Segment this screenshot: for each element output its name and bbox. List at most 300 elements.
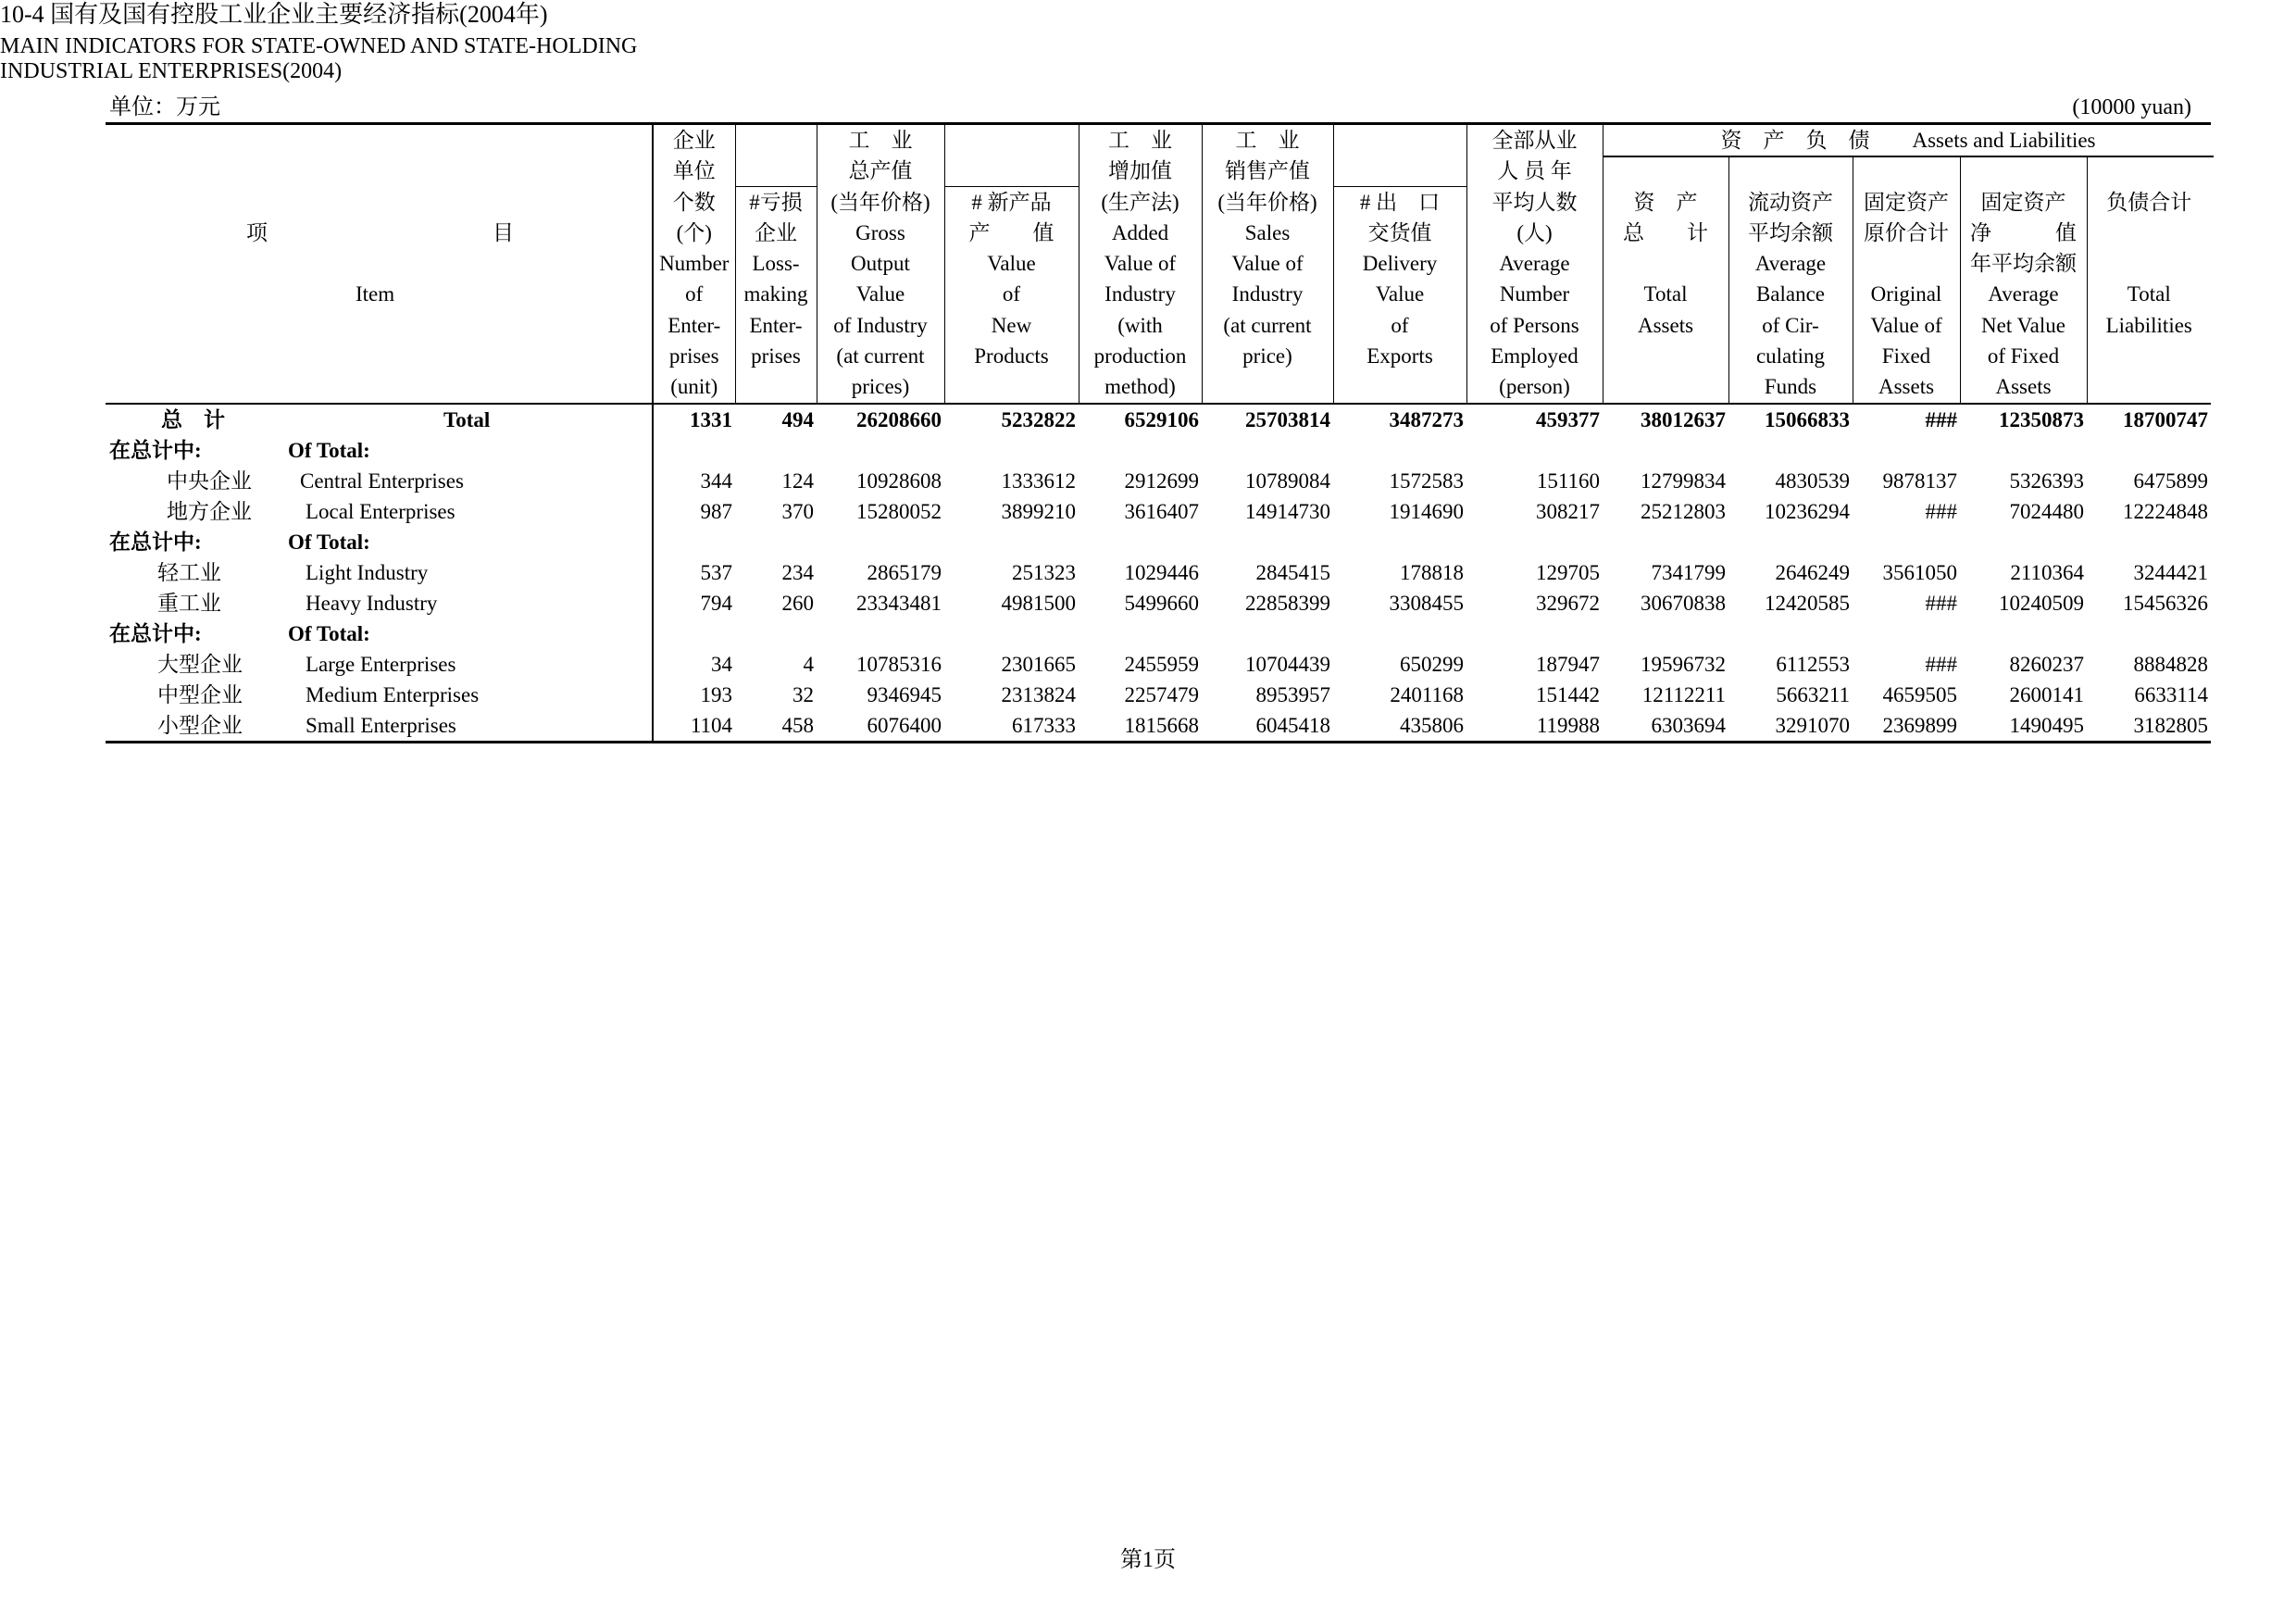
- table-body: [106, 404, 2211, 743]
- cell-fixed-assets-original: ###: [1925, 500, 1957, 523]
- header-line: [948, 156, 1076, 186]
- header-line: 产 值: [968, 220, 1054, 244]
- cell-loss-making: [735, 618, 817, 649]
- indicators-table: [106, 122, 2211, 743]
- cell-enterprises: [653, 527, 735, 557]
- cell-sales-value: [1202, 435, 1333, 466]
- cell-enterprises: 537: [653, 557, 735, 588]
- cell-sales-value: 14914730: [1245, 500, 1330, 523]
- header-line: Assets: [1878, 375, 1935, 399]
- cell-added-value: 5499660: [1124, 592, 1199, 615]
- cell-exports: 3308455: [1389, 592, 1464, 615]
- row-label-zh: 在总计中:: [109, 439, 202, 462]
- cell-employed: 308217: [1536, 500, 1600, 523]
- header-line: Average: [1988, 282, 2059, 306]
- cell-circulating-funds: 10236294: [1765, 500, 1850, 523]
- cell-circulating-funds: [1728, 435, 1853, 466]
- header-line: Number: [659, 252, 730, 276]
- title-chinese: 10-4 国有及国有控股工业企业主要经济指标(2004年): [0, 1, 548, 28]
- row-label-zh: 在总计中:: [109, 622, 202, 645]
- cell-loss-making: 458: [735, 710, 817, 743]
- header-line: Industry: [1231, 282, 1304, 306]
- row-item-cell: [106, 618, 653, 649]
- cell-total-assets: [1603, 527, 1728, 557]
- table-row: [106, 557, 2211, 588]
- cell-new-products: 251323: [1012, 561, 1076, 584]
- cell-total-liabilities: [2087, 527, 2211, 557]
- header-line: 增加值: [1108, 159, 1172, 183]
- unit-label-chinese: 单位：万元: [109, 95, 220, 119]
- cell-employed: 329672: [1536, 592, 1600, 615]
- header-line: prises: [668, 344, 719, 369]
- cell-fixed-assets-net: 5326393: [2009, 469, 2084, 493]
- table-row: [106, 466, 2211, 496]
- header-item-en: Item: [356, 282, 395, 306]
- header-col-gross-output: [817, 124, 944, 405]
- header-line: Enter-: [668, 313, 721, 337]
- cell-employed: 187947: [1536, 653, 1600, 676]
- header-line: Sales: [1244, 220, 1291, 244]
- cell-employed: 151442: [1536, 683, 1600, 706]
- row-item-cell: [106, 680, 653, 710]
- cell-loss-making: 32: [792, 683, 814, 706]
- header-line: # 新产品: [971, 190, 1052, 214]
- header-line: 工 业: [1108, 129, 1172, 152]
- header-col-total-liabilities: [2087, 124, 2211, 405]
- cell-fixed-assets-original: [1853, 435, 1960, 466]
- cell-fixed-assets-net: 2110364: [2010, 561, 2084, 584]
- header-line: Added: [1111, 220, 1169, 244]
- cell-loss-making: 370: [781, 500, 814, 523]
- header-line: Output: [851, 252, 910, 276]
- header-line: Loss-: [752, 252, 800, 276]
- cell-sales-value: 8953957: [1255, 683, 1330, 706]
- sub-column-border-cover: [735, 125, 737, 186]
- row-label-zh: 重工业: [157, 592, 221, 615]
- cell-added-value: [1079, 435, 1202, 466]
- row-label-en: Medium Enterprises: [306, 683, 480, 706]
- cell-total-liabilities: 3182805: [2087, 710, 2211, 743]
- header-line: method): [1104, 375, 1176, 399]
- cell-total-liabilities: 3244421: [2133, 561, 2208, 584]
- header-line: [1606, 156, 1726, 186]
- cell-loss-making: 260: [781, 592, 814, 615]
- header-line: [1964, 156, 2084, 186]
- header-row: [106, 124, 2211, 405]
- cell-sales-value: [1202, 618, 1333, 649]
- header-col-circulating-funds: [1728, 124, 1853, 405]
- header-line: 企业: [755, 220, 797, 244]
- cell-sales-value: 10704439: [1245, 653, 1330, 676]
- header-line: Average: [1499, 252, 1570, 276]
- header-line: making: [743, 282, 808, 306]
- cell-sales-value: 6045418: [1202, 710, 1333, 743]
- cell-fixed-assets-original: 9878137: [1882, 469, 1957, 493]
- row-label-en: Large Enterprises: [306, 653, 456, 676]
- cell-total-assets: 38012637: [1641, 408, 1726, 431]
- header-line: 总 计: [1623, 220, 1708, 244]
- header-line: [1337, 371, 1464, 402]
- row-label-zh: 在总计中:: [109, 531, 202, 554]
- cell-employed: [1466, 435, 1603, 466]
- header-line: [2090, 341, 2209, 371]
- sub-column-top-rule: [1334, 186, 1466, 187]
- cell-total-liabilities: [2087, 435, 2211, 466]
- header-line: 销售产值: [1225, 159, 1310, 183]
- row-label-zh: 总 计: [161, 408, 225, 431]
- header-line: 平均余额: [1748, 220, 1833, 244]
- cell-exports: [1333, 618, 1466, 649]
- cell-fixed-assets-original: 2369899: [1853, 710, 1960, 743]
- row-item-cell: [106, 649, 653, 680]
- cell-total-liabilities: 15456326: [2123, 592, 2208, 615]
- header-line: 企业: [672, 129, 716, 152]
- header-line: [1856, 248, 1957, 279]
- header-line: (unit): [670, 375, 718, 399]
- cell-enterprises: 794: [653, 588, 735, 618]
- row-label-zh: 大型企业: [157, 653, 243, 676]
- cell-employed: 129705: [1536, 561, 1600, 584]
- header-line: Products: [974, 344, 1049, 369]
- header-line: 原价合计: [1864, 220, 1949, 244]
- header-line: 负债合计: [2106, 190, 2192, 214]
- section-header-row: [106, 527, 2211, 557]
- cell-total-liabilities: 18700747: [2123, 408, 2208, 431]
- header-item-zh-1: 项: [246, 221, 268, 244]
- cell-employed: [1466, 527, 1603, 557]
- row-label-en: Light Industry: [306, 561, 429, 584]
- cell-total-assets: 30670838: [1641, 592, 1726, 615]
- cell-sales-value: [1202, 527, 1333, 557]
- cell-loss-making: 4: [803, 653, 814, 676]
- row-item-cell: [106, 496, 653, 527]
- header-line: Funds: [1764, 375, 1817, 399]
- header-line: Average: [1754, 252, 1827, 276]
- header-line: 单位: [672, 159, 716, 183]
- table-row: [106, 588, 2211, 618]
- header-line: 固定资产: [1980, 190, 2066, 214]
- cell-enterprises: 193: [653, 680, 735, 710]
- cell-enterprises: 1104: [653, 710, 735, 743]
- header-item-zh-2: 目: [493, 221, 514, 244]
- row-item-cell: [106, 588, 653, 618]
- cell-loss-making: [735, 527, 817, 557]
- cell-loss-making: 234: [781, 561, 814, 584]
- cell-enterprises: 34: [653, 649, 735, 680]
- cell-exports: 1914690: [1389, 500, 1464, 523]
- header-line: (个): [676, 220, 712, 244]
- header-line: culating: [1755, 344, 1826, 369]
- header-col-added-value: [1079, 124, 1202, 405]
- cell-circulating-funds: 3291070: [1728, 710, 1853, 743]
- row-label-zh: 小型企业: [157, 714, 243, 737]
- cell-gross-output: [817, 618, 944, 649]
- cell-sales-value: 10789084: [1245, 469, 1330, 493]
- header-line: [1606, 341, 1726, 371]
- cell-new-products: 2313824: [1001, 683, 1076, 706]
- cell-employed: 459377: [1536, 408, 1600, 431]
- cell-added-value: 2257479: [1124, 683, 1199, 706]
- cell-added-value: 2912699: [1124, 469, 1199, 493]
- cell-total-liabilities: 6475899: [2133, 469, 2208, 493]
- cell-total-assets: 25212803: [1641, 500, 1726, 523]
- cell-new-products: 5232822: [1001, 408, 1076, 431]
- header-line: (生产法): [1101, 190, 1179, 214]
- row-label-en: Of Total:: [288, 439, 370, 462]
- header-line: Number: [1499, 282, 1570, 306]
- header-line: [1337, 125, 1464, 156]
- header-line: (当年价格): [830, 190, 930, 214]
- title-english-line2: INDUSTRIAL ENTERPRISES(2004): [0, 59, 343, 83]
- cell-fixed-assets-net: [1960, 618, 2087, 649]
- cell-new-products: [944, 435, 1079, 466]
- header-line: Value of: [1231, 252, 1304, 276]
- header-line: production: [1093, 344, 1187, 369]
- header-line: 工 业: [848, 129, 913, 152]
- cell-gross-output: 9346945: [867, 683, 942, 706]
- header-line: (person): [1499, 375, 1570, 399]
- cell-gross-output: 10928608: [856, 469, 942, 493]
- cell-enterprises: 344: [653, 466, 735, 496]
- header-line: [2090, 248, 2209, 279]
- header-col-loss-making: [735, 124, 817, 405]
- header-line: of: [685, 282, 704, 306]
- row-label-en: Total: [443, 408, 491, 431]
- cell-fixed-assets-original: ###: [1925, 408, 1957, 431]
- header-line: [2090, 218, 2209, 248]
- row-item-cell: [106, 435, 653, 466]
- cell-employed: 119988: [1466, 710, 1603, 743]
- cell-sales-value: 2845415: [1255, 561, 1330, 584]
- cell-exports: 1572583: [1389, 469, 1464, 493]
- header-line: Gross: [855, 220, 905, 244]
- header-line: Delivery: [1362, 252, 1438, 276]
- header-line: 交货值: [1367, 220, 1432, 244]
- row-label-zh: 地方企业: [167, 500, 252, 523]
- section-header-row: [106, 618, 2211, 649]
- header-line: #亏损: [749, 190, 803, 214]
- header-line: of Persons: [1490, 313, 1579, 337]
- cell-circulating-funds: 5663211: [1776, 683, 1850, 706]
- cell-circulating-funds: 15066833: [1765, 408, 1850, 431]
- row-label-en: Small Enterprises: [306, 714, 456, 737]
- cell-circulating-funds: 4830539: [1775, 469, 1850, 493]
- header-line: (当年价格): [1217, 190, 1317, 214]
- cell-fixed-assets-net: 2600141: [2009, 683, 2084, 706]
- header-line: 工 业: [1235, 129, 1300, 152]
- header-line: price): [1242, 344, 1292, 369]
- header-line: [1337, 156, 1464, 186]
- cell-new-products: [944, 527, 1079, 557]
- cell-exports: 178818: [1400, 561, 1464, 584]
- row-item-cell: [106, 466, 653, 496]
- cell-loss-making: 494: [781, 408, 814, 431]
- header-line: prices): [851, 375, 910, 399]
- cell-employed: [1466, 618, 1603, 649]
- cell-loss-making: [735, 435, 817, 466]
- cell-added-value: 1815668: [1079, 710, 1202, 743]
- cell-added-value: [1079, 618, 1202, 649]
- cell-total-liabilities: 6633114: [2134, 683, 2208, 706]
- cell-circulating-funds: 2646249: [1775, 561, 1850, 584]
- row-item-cell: [106, 710, 653, 743]
- cell-fixed-assets-original: [1853, 527, 1960, 557]
- header-line: Value: [1375, 282, 1425, 306]
- header-line: 年平均余额: [1970, 252, 2077, 276]
- sub-column-border-cover: [1333, 125, 1335, 186]
- cell-enterprises: [653, 435, 735, 466]
- assets-liabilities-group-title: 资 产 负 债 Assets and Liabilities: [1603, 125, 2214, 157]
- header-line: Value: [855, 282, 905, 306]
- cell-new-products: 617333: [944, 710, 1079, 743]
- title-english-line1: MAIN INDICATORS FOR STATE-OWNED AND STATE-HOLDING: [0, 34, 638, 58]
- sub-column-top-rule: [736, 186, 817, 187]
- cell-enterprises: [653, 618, 735, 649]
- sub-column-top-rule: [945, 186, 1079, 187]
- header-col-exports: [1333, 124, 1466, 405]
- header-line: Enter-: [749, 313, 803, 337]
- cell-employed: 151160: [1536, 469, 1600, 493]
- cell-total-assets: 19596732: [1641, 653, 1726, 676]
- cell-gross-output: 6076400: [817, 710, 944, 743]
- cell-enterprises: 987: [653, 496, 735, 527]
- table-row: [106, 404, 2211, 435]
- header-line: Net Value: [1981, 313, 2065, 337]
- header-line: 资 产: [1633, 190, 1698, 214]
- cell-loss-making: 124: [781, 469, 814, 493]
- cell-enterprises: 1331: [653, 404, 735, 435]
- header-line: Assets: [1995, 375, 2052, 399]
- header-line: [1606, 371, 1726, 402]
- cell-fixed-assets-net: [1960, 527, 2087, 557]
- row-label-en: Central Enterprises: [300, 469, 464, 493]
- header-line: 流动资产: [1748, 190, 1833, 214]
- header-line: Exports: [1366, 344, 1433, 369]
- cell-added-value: 2455959: [1124, 653, 1199, 676]
- header-line: (人): [1516, 220, 1553, 244]
- cell-gross-output: [817, 435, 944, 466]
- cell-exports: 2401168: [1390, 683, 1464, 706]
- row-label-en: Of Total:: [288, 622, 370, 645]
- cell-fixed-assets-net: 1490495: [1960, 710, 2087, 743]
- header-line: Industry: [1104, 282, 1176, 306]
- header-line: 总产值: [848, 159, 913, 183]
- cell-total-liabilities: [2087, 618, 2211, 649]
- cell-fixed-assets-original: 3561050: [1882, 561, 1957, 584]
- header-line: Value of: [1870, 313, 1942, 337]
- cell-new-products: 2301665: [1001, 653, 1076, 676]
- header-line: [1606, 248, 1726, 279]
- cell-gross-output: [817, 527, 944, 557]
- header-line: of Industry: [833, 313, 928, 337]
- row-item-cell: [106, 557, 653, 588]
- header-line: Balance: [1755, 282, 1826, 306]
- cell-total-assets: [1603, 435, 1728, 466]
- header-line: Assets: [1637, 313, 1694, 337]
- header-line: [2090, 156, 2209, 186]
- header-line: (with: [1117, 313, 1163, 337]
- header-line: New: [991, 313, 1032, 337]
- table-row: [106, 710, 2211, 743]
- cell-new-products: 4981500: [1001, 592, 1076, 615]
- header-line: of Fixed: [1987, 344, 2060, 369]
- header-line: [739, 125, 814, 156]
- header-line: [2090, 371, 2209, 402]
- cell-circulating-funds: 6112553: [1776, 653, 1850, 676]
- header-line: [1856, 156, 1957, 186]
- table-row: [106, 680, 2211, 710]
- cell-exports: 435806: [1333, 710, 1466, 743]
- cell-circulating-funds: 12420585: [1765, 592, 1850, 615]
- row-label-zh: 中型企业: [157, 683, 243, 706]
- cell-fixed-assets-original: [1853, 618, 1960, 649]
- cell-new-products: 3899210: [1001, 500, 1076, 523]
- header-line: Liabilities: [2105, 313, 2192, 337]
- header-line: 全部从业: [1491, 129, 1578, 152]
- page-number: 第1页: [1120, 1548, 1176, 1572]
- header-line: prises: [751, 344, 801, 369]
- header-line: (at current: [1223, 313, 1312, 337]
- cell-fixed-assets-original: ###: [1925, 592, 1957, 615]
- cell-circulating-funds: [1728, 527, 1853, 557]
- row-label-en: Local Enterprises: [306, 500, 455, 523]
- cell-fixed-assets-net: 8260237: [2009, 653, 2084, 676]
- header-line: Value of: [1104, 252, 1177, 276]
- cell-sales-value: 22858399: [1245, 592, 1330, 615]
- row-label-zh: 中央企业: [167, 469, 252, 493]
- header-col-employed: [1466, 124, 1603, 405]
- cell-gross-output: 10785316: [856, 653, 942, 676]
- row-item-cell: [106, 404, 653, 435]
- header-line: [948, 125, 1076, 156]
- header-line: [1205, 371, 1330, 402]
- cell-exports: 650299: [1400, 653, 1464, 676]
- header-col-new-products: [944, 124, 1079, 405]
- cell-total-liabilities: 12224848: [2123, 500, 2208, 523]
- cell-new-products: [944, 618, 1079, 649]
- cell-total-assets: 7341799: [1651, 561, 1726, 584]
- cell-fixed-assets-net: 12350873: [1999, 408, 2084, 431]
- cell-total-assets: 12112211: [1641, 683, 1726, 706]
- cell-gross-output: 2865179: [867, 561, 942, 584]
- sub-column-border-cover: [944, 125, 946, 186]
- header-line: (at current: [836, 344, 925, 369]
- cell-added-value: [1079, 527, 1202, 557]
- cell-exports: [1333, 527, 1466, 557]
- table-row: [106, 649, 2211, 680]
- cell-circulating-funds: [1728, 618, 1853, 649]
- header-line: 平均人数: [1491, 190, 1578, 214]
- cell-fixed-assets-original: ###: [1925, 653, 1957, 676]
- header-col-sales-value: [1202, 124, 1333, 405]
- cell-gross-output: 26208660: [856, 408, 942, 431]
- header-line: 固定资产: [1864, 190, 1949, 214]
- header-line: [948, 371, 1076, 402]
- cell-exports: 3487273: [1389, 408, 1464, 431]
- cell-fixed-assets-original: 4659505: [1882, 683, 1957, 706]
- section-header-row: [106, 435, 2211, 466]
- cell-added-value: 1029446: [1124, 561, 1199, 584]
- cell-total-assets: [1603, 618, 1728, 649]
- header-line: Original: [1870, 282, 1942, 306]
- header-col-enterprises: [653, 124, 735, 405]
- header-line: Value: [987, 252, 1036, 276]
- header-col-fixed-assets-net: [1960, 124, 2087, 405]
- cell-total-liabilities: 8884828: [2133, 653, 2208, 676]
- header-line: # 出 口: [1359, 190, 1441, 214]
- header-line: Fixed: [1881, 344, 1931, 369]
- row-item-cell: [106, 527, 653, 557]
